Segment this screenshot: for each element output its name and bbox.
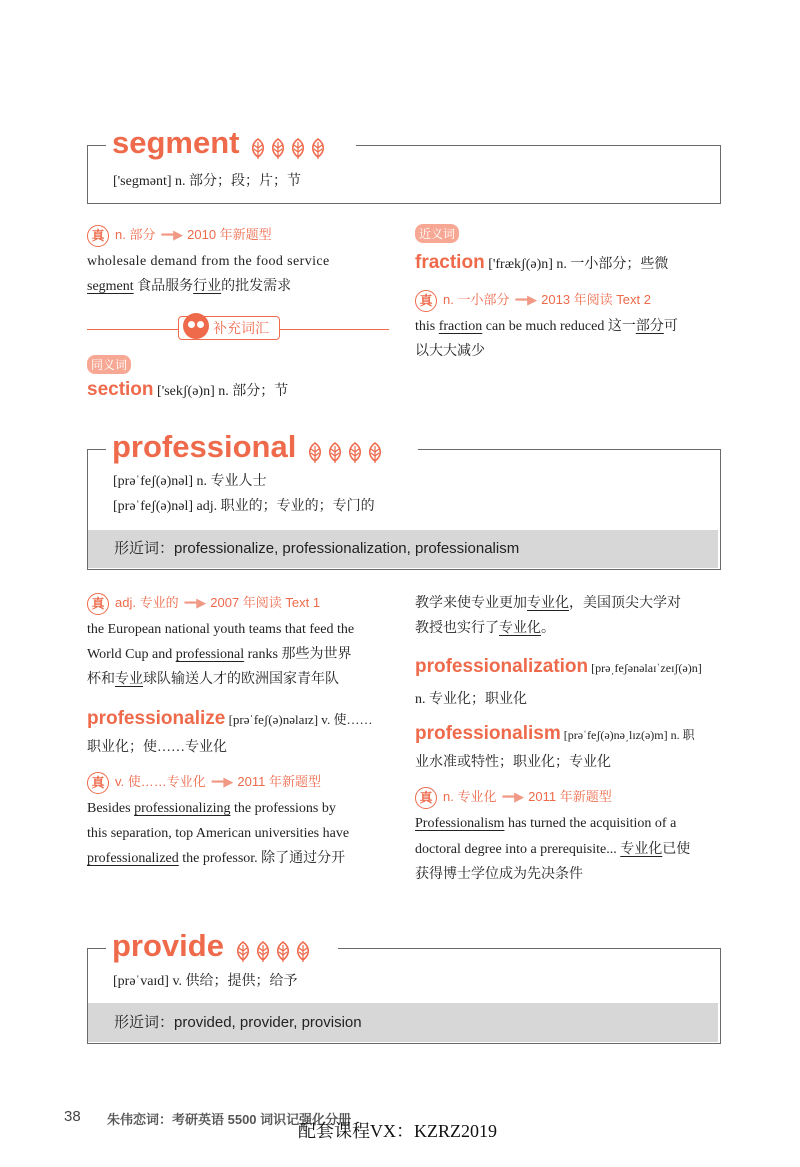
professional-example-l3 [87,667,339,692]
example-source: 2011 年新题型 [528,789,612,804]
professional-derivatives-bar [88,530,718,568]
derivatives-list: provided, provider, provision [174,1014,362,1031]
supplement-label-wrap [178,318,280,338]
example-pos: v. 使……专业化 [115,774,206,789]
leaf-icon [269,138,287,160]
derivatives-label: 形近词： [114,1014,175,1031]
professionalism-example-l3: 获得博士学位成为先决条件 [415,867,583,882]
professionalize-example-c1 [415,591,681,616]
near-badge-row [415,224,460,243]
professionalization-pron: [prə͵feʃənəlaɪˈzeɪʃ(ə)n] [588,661,702,675]
segment-definition: ['segmənt] n. 部分；段；片；节 [113,174,302,189]
headword-professional: professional [106,429,302,464]
professionalism-def: [prəˈfeʃ(ə)nə͵lɪz(ə)m] n. 职 [560,728,695,742]
leaf-icon [366,442,384,464]
professionalism-def-2: 业水准或特性；职业化；专业化 [415,755,611,770]
derivatives-list: professionalize, professionalization, professionalism [174,540,520,557]
arrow-icon: ━━▶ [184,595,205,610]
near-example-line1 [415,314,678,339]
professionalize-example-c2 [415,616,555,641]
example-text: 教授也实行了 [415,621,499,636]
example-source: 2010 年新题型 [187,227,272,242]
professionalism-example-l2 [415,837,690,862]
underlined-word: 专业 [115,672,143,687]
professionalism-entry [415,723,695,745]
near-example-tag [415,289,651,312]
zhen-mark: 真 [415,290,437,312]
example-text: 可 [663,319,678,334]
headword-segment: segment [106,125,245,160]
professional-example-l2 [87,642,351,667]
owl-icon [183,313,209,339]
example-text: 食品服务 [133,279,194,294]
professionalize-example-tag [87,771,321,794]
leaf-icon [234,941,252,963]
underlined-word: segment [87,279,134,294]
professionalize-example-l1 [87,796,336,821]
near-word: fraction [415,252,485,273]
professionalization-entry [415,656,702,678]
segment-example-tag [87,224,272,247]
derivatives-label: 形近词： [114,540,175,557]
underlined-word: professionalized [87,851,179,866]
provide-definition: [prəˈvaɪd] v. 供给；提供；给予 [113,974,298,989]
professionalize-example-l3 [87,846,345,871]
example-source: 2013 年阅读 Text 2 [541,292,651,307]
segment-example-en: wholesale demand from the food service [87,254,330,269]
near-entry [415,252,668,274]
arrow-icon: ━━▶ [515,292,536,307]
page-number: 38 [64,1108,81,1125]
example-text: 。 [541,621,555,636]
example-text: 球队输送人才的欧洲国家青年队 [143,672,339,687]
arrow-icon: ━━▶ [502,789,523,804]
example-pos: adj. 专业的 [115,595,179,610]
professionalism-example-l1 [415,811,676,836]
provide-headword-row [106,929,314,963]
professional-headword-row [106,430,386,464]
professionalization-def: n. 专业化；职业化 [415,692,527,707]
example-text: 已使 [662,842,691,857]
synonym-word: section [87,379,154,400]
professional-example-l1: the European national youth teams that feed the [87,622,355,637]
segment-headword-row [106,126,329,160]
example-text: this [415,319,439,334]
segment-example-zh [87,274,291,299]
synonym-def: ['sekʃ(ə)n] n. 部分；节 [153,384,289,399]
arrow-icon: ━━▶ [211,774,232,789]
example-text: 教学来使专业更加 [415,596,527,611]
leaf-icon [326,442,344,464]
underlined-word: fraction [438,319,483,334]
professional-example-tag [87,592,320,615]
zhen-mark: 真 [87,225,109,247]
professional-definition-2: [prəˈfeʃ(ə)nəl] adj. 职业的；专业的；专门的 [113,499,375,514]
near-badge: 近义词 [415,224,459,243]
book-title: 朱伟恋词：考研英语 5500 词识记强化分册 [107,1112,352,1127]
zhen-mark: 真 [87,772,109,794]
supplement-text: 补充词汇 [213,320,269,336]
professionalize-def: [prəˈfeʃ(ə)nəlaɪz] v. 使…… [225,712,373,727]
underlined-word: 部分 [635,319,664,334]
headword-provide: provide [106,928,230,963]
synonym-entry [87,379,288,401]
leaf-icon [274,941,292,963]
example-text: 的批发需求 [221,279,292,294]
leaf-icon [289,138,307,160]
segment-leaves [245,140,329,157]
example-pos: n. 一小部分 [443,292,510,307]
arrow-icon: ━━▶ [161,227,182,242]
example-text: ranks 那些为世界 [244,647,352,662]
professionalization-word: professionalization [415,656,589,677]
watermark-text: 配套课程VX：KZRZ2019 [298,1121,497,1141]
synonym-badge: 同义词 [87,355,131,374]
supplement-label [178,316,280,340]
near-def: ['frækʃ(ə)n] n. 一小部分；些微 [484,257,669,272]
example-text: the professions by [230,801,336,816]
leaf-icon [306,442,324,464]
underlined-word: Professionalism [415,816,505,831]
professionalism-example-tag [415,786,612,809]
leaf-icon [346,442,364,464]
underlined-word: 专业化 [527,596,569,611]
example-text: doctoral degree into a prerequisite... [415,842,621,857]
zhen-mark: 真 [87,593,109,615]
underlined-word: 专业化 [620,842,663,857]
example-source: 2011 年新题型 [237,774,321,789]
near-example-line2: 以大大减少 [415,344,485,359]
leaf-icon [254,941,272,963]
professionalize-def-2: 职业化；使……专业化 [87,740,227,755]
professionalize-word: professionalize [87,708,226,729]
professional-leaves [302,444,386,461]
example-pos: n. 部分 [115,227,156,242]
professionalize-entry [87,708,372,730]
underlined-word: 专业化 [499,621,541,636]
example-pos: n. 专业化 [443,789,497,804]
example-source: 2007 年阅读 Text 1 [210,595,321,610]
leaf-icon [309,138,327,160]
synonym-badge-row [87,355,132,374]
example-text: has turned the acquisition of a [504,816,677,831]
example-text: 杯和 [87,672,115,687]
provide-leaves [230,943,314,960]
example-text: World Cup and [87,647,176,662]
zhen-mark: 真 [415,787,437,809]
professional-definition-1: [prəˈfeʃ(ə)nəl] n. 专业人士 [113,474,267,489]
leaf-icon [294,941,312,963]
underlined-word: professional [175,647,245,662]
underlined-word: 行业 [193,279,222,294]
example-text: can be much reduced 这一 [482,319,636,334]
example-text: Besides [87,801,135,816]
underlined-word: professionalizing [134,801,231,816]
example-text: ，美国顶尖大学对 [569,596,681,611]
professionalize-example-l2: this separation, top American universities have [87,826,350,841]
professionalism-word: professionalism [415,723,561,744]
example-text: the professor. 除了通过分开 [178,851,346,866]
provide-derivatives-bar [88,1003,718,1042]
leaf-icon [249,138,267,160]
